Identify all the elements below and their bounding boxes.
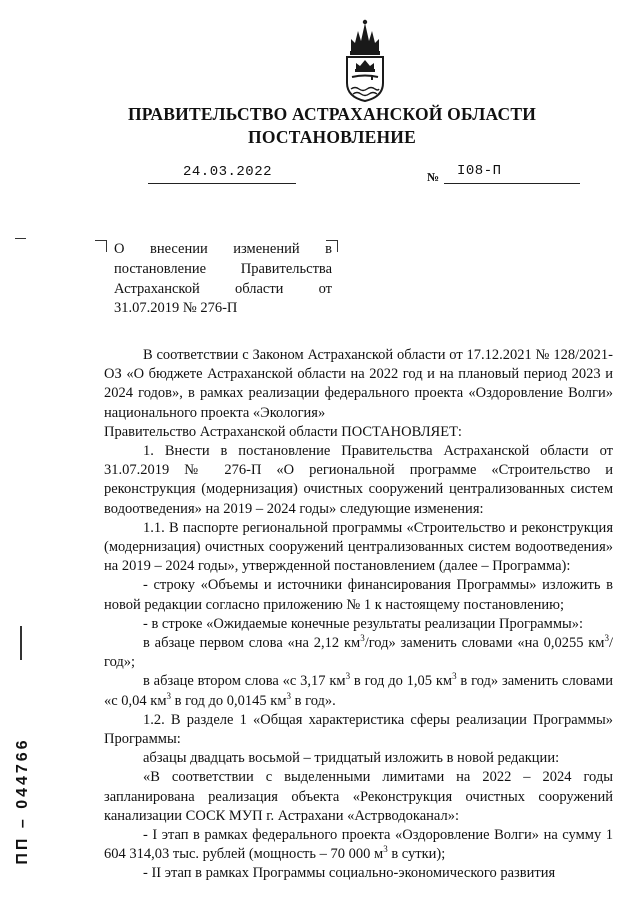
margin-tick-left [15,238,26,239]
subject-corner-left-v [106,240,107,252]
side-serial-number [12,720,34,882]
document-body [104,346,613,884]
serial-number-text: ПП – 044766 [14,737,31,865]
clause-1-1-item-funding: - строку «Объемы и источники финансирования Программы» изложить в новой редакции согласно приложению № 1 к настоящему постановлению; [104,577,613,613]
subject-corner-right-v [337,240,338,252]
date-underline [148,183,296,184]
document-subject: О внесении изменений в постановление Правительства Астраханской области от 31.07.2019 № 276-П [114,241,332,317]
clause-1-1-paragraph-second: в абзаце втором слова «с 3,17 $км^3$ в год до 1,05 $км^3$ в год» заменить словами «с 0,04 $км^3$ в год до 0,0145 $км^3$ в год». [104,671,613,709]
clause-1-2-new-text: «В соответствии с выделенными лимитами на 2022 – 2024 годы запланирована реализация объекта «Реконструкция очистных сооружений канализации СОСК МУП г. Астрахани «Астрводоканал»: [104,769,613,824]
resolution-statement: Правительство Астраханской области ПОСТАНОВЛЯЕТ: [104,423,462,440]
clause-1-2-instruction: абзацы двадцать восьмой – тридцатый изложить в новой редакции: [143,750,560,767]
number-underline [444,183,580,184]
number-sign: № [427,170,440,184]
clause-1-2-stage-two: - II этап в рамках Программы социально-экономического развития [143,865,556,882]
clause-1-1-item-results: - в строке «Ожидаемые конечные результаты реализации Программы»: [143,615,584,632]
clause-1-1: 1.1. В паспорте региональной программы «Строительство и реконструкция (модернизация) очистных сооружений централизованных систем водоотведения» на 2019 – 2024 годы», утвержденной постановлением (далее – Программа): [104,519,613,575]
government-title: ПРАВИТЕЛЬСТВО АСТРАХАНСКОЙ ОБЛАСТИ [127,104,537,124]
clause-1-2: 1.2. В разделе 1 «Общая характеристика сферы реализации Программы» Программы: [104,711,613,748]
margin-vertical-mark [20,626,22,660]
clause-1-1-paragraph-first: в абзаце первом слова «на 2,12 $км^3$/год» заменить словами «на 0,0255 $км^3$/год»; [104,633,613,671]
preamble-paragraph: В соответствии с Законом Астраханской области от 17.12.2021 № 128/2021-ОЗ «О бюджете Астраханской области на 2022 год и на плановый период 2023 и 2024 годов», в рамках реализации федерального проекта «Оздоровление Волги» национального проекта «Экология» [104,347,613,421]
astrakhan-coat-of-arms-emblem [341,17,389,103]
clause-1: 1. Внести в постановление Правительства Астраханской области от 31.07.2019 № 276-П «О региональной программе «Строительство и реконструкция (модернизация) очистных сооружений централизованных систем водоотведения» на 2019 – 2024 годы» следующие изменения: [104,443,613,517]
document-number: I08-П [457,163,502,179]
document-date: 24.03.2022 [183,164,273,180]
document-type-title: ПОСТАНОВЛЕНИЕ [248,127,416,147]
clause-1-2-stage-one: - I этап в рамках федерального проекта «Оздоровление Волги» на сумму 1 604 314,03 тыс. рублей (мощность – 70 000 $м^3$ в сутки); [104,827,613,863]
